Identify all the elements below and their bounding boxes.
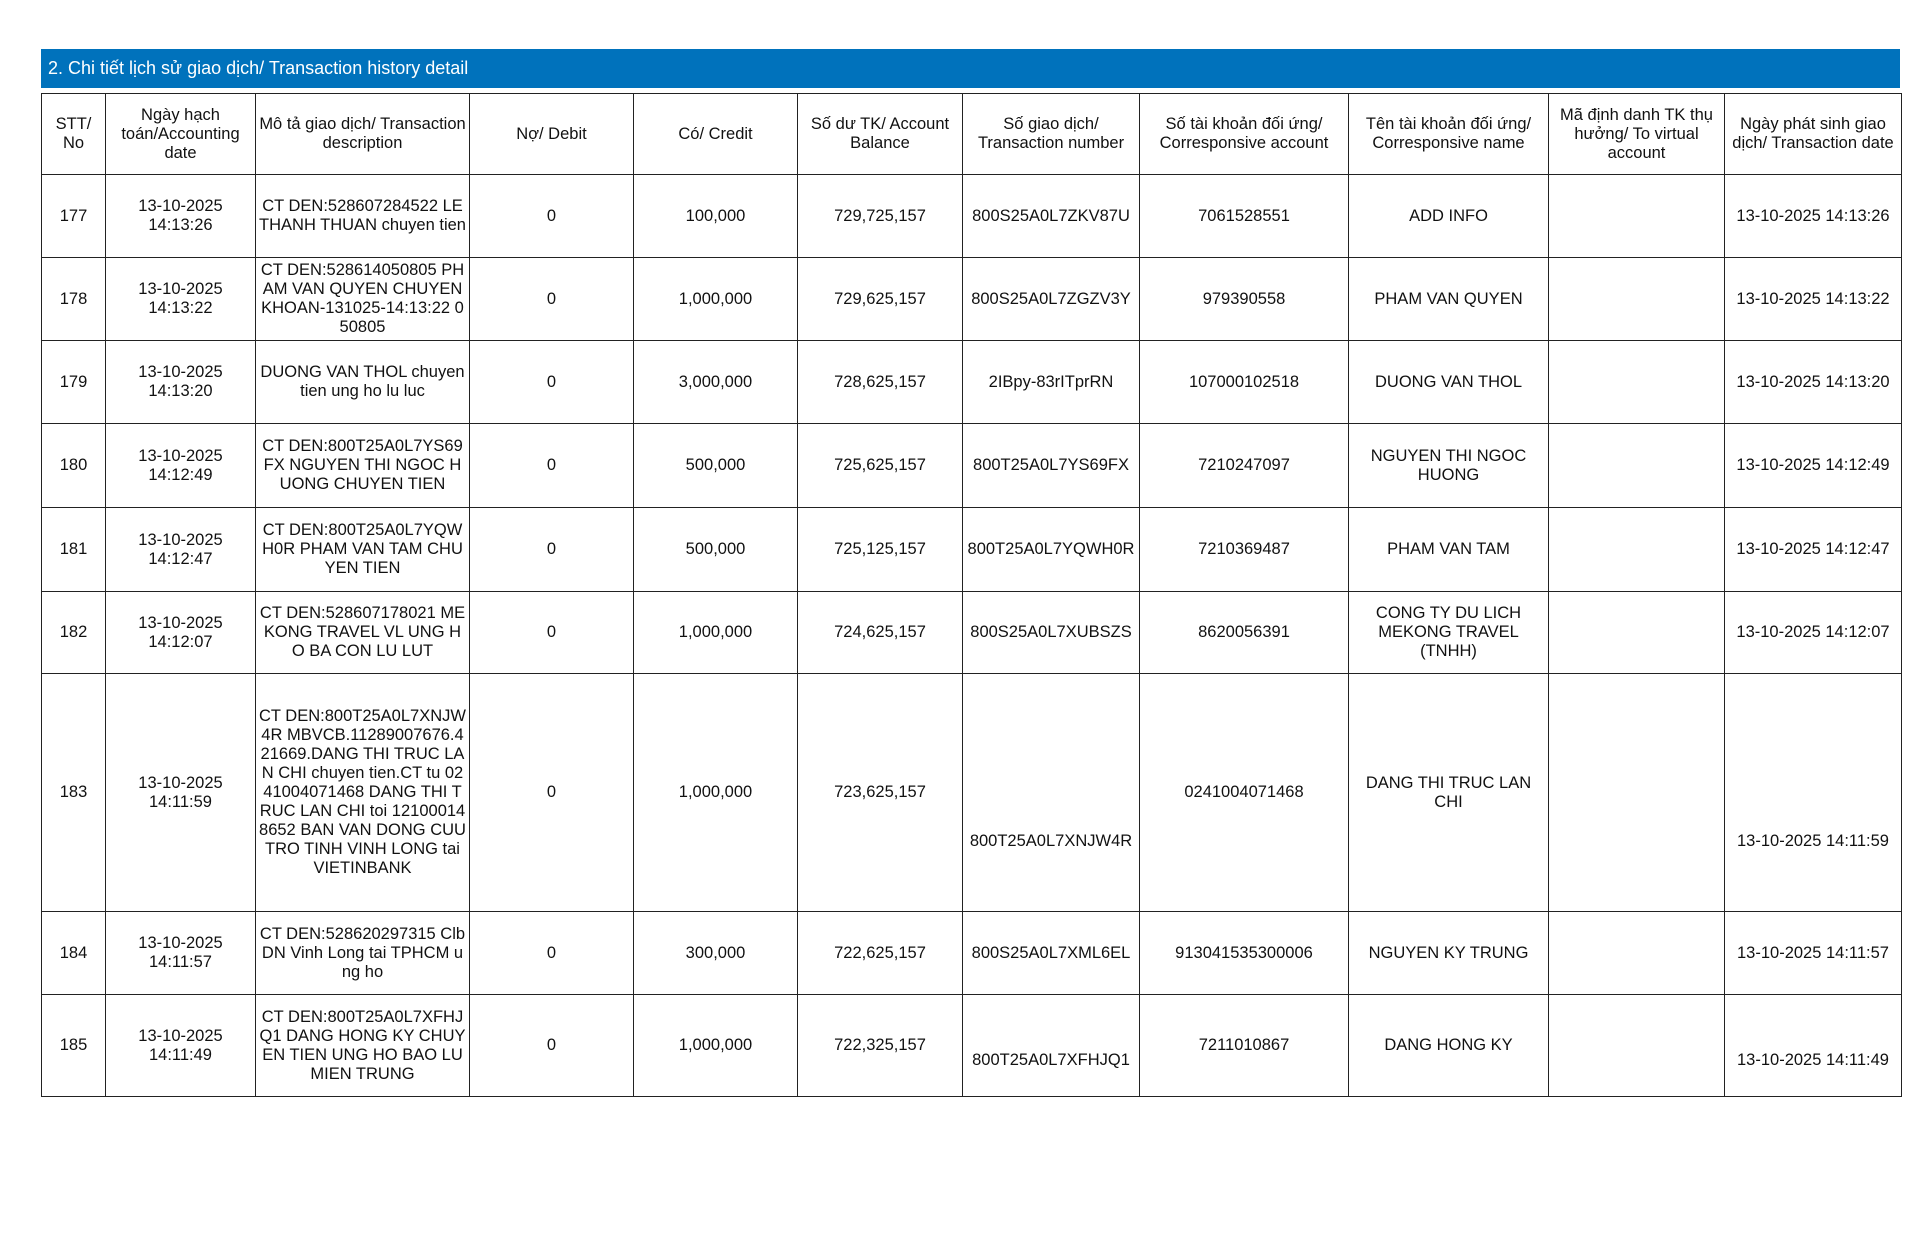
account-balance: 722,325,157 (798, 995, 963, 1097)
account-balance: 728,625,157 (798, 341, 963, 424)
accounting-date: 13-10-2025 14:13:22 (106, 258, 256, 341)
credit-amount: 500,000 (634, 424, 798, 508)
header-transaction-number: Số giao dịch/ Transaction number (963, 94, 1140, 175)
accounting-date: 13-10-2025 14:12:47 (106, 508, 256, 592)
transaction-number: 800T25A0L7YS69FX (963, 424, 1140, 508)
transaction-date: 13-10-2025 14:13:26 (1725, 175, 1902, 258)
corresponsive-name: PHAM VAN TAM (1349, 508, 1549, 592)
table-row (42, 175, 1902, 258)
table-row (42, 674, 1902, 912)
credit-amount: 300,000 (634, 912, 798, 995)
table-row (42, 995, 1902, 1097)
account-balance: 722,625,157 (798, 912, 963, 995)
debit-amount: 0 (470, 508, 634, 592)
credit-amount: 1,000,000 (634, 674, 798, 912)
transaction-date: 13-10-2025 14:13:22 (1725, 258, 1902, 341)
table-row (42, 508, 1902, 592)
corresponsive-account: 913041535300006 (1140, 912, 1349, 995)
corresponsive-account: 7210369487 (1140, 508, 1349, 592)
transaction-date: 13-10-2025 14:12:49 (1725, 424, 1902, 508)
row-no: 183 (42, 674, 106, 912)
transaction-number: 2IBpy-83rITprRN (963, 341, 1140, 424)
account-balance: 729,625,157 (798, 258, 963, 341)
transaction-number: 800T25A0L7YQWH0R (963, 508, 1140, 592)
virtual-account (1549, 258, 1725, 341)
transaction-description: CT DEN:528607178021 MEKONG TRAVEL VL UNG HO BA CON LU LUT (256, 592, 470, 674)
debit-amount: 0 (470, 912, 634, 995)
debit-amount: 0 (470, 175, 634, 258)
transaction-date: 13-10-2025 14:11:59 (1725, 674, 1902, 912)
table-row (42, 592, 1902, 674)
transaction-number: 800S25A0L7XUBSZS (963, 592, 1140, 674)
header-row (42, 94, 1902, 175)
transaction-description: CT DEN:800T25A0L7XNJW4R MBVCB.11289007676.421669.DANG THI TRUC LAN CHI chuyen tien.CT tu 0241004071468 DANG THI TRUC LAN CHI toi 121000148652 BAN VAN DONG CUU TRO TINH VINH LONG tai VIETINBANK (256, 674, 470, 912)
credit-amount: 3,000,000 (634, 341, 798, 424)
corresponsive-name: DANG HONG KY (1349, 995, 1549, 1097)
corresponsive-name: ADD INFO (1349, 175, 1549, 258)
accounting-date: 13-10-2025 14:13:26 (106, 175, 256, 258)
corresponsive-name: DANG THI TRUC LAN CHI (1349, 674, 1549, 912)
debit-amount: 0 (470, 592, 634, 674)
debit-amount: 0 (470, 674, 634, 912)
transaction-description: CT DEN:800T25A0L7YQWH0R PHAM VAN TAM CHUYEN TIEN (256, 508, 470, 592)
credit-amount: 1,000,000 (634, 592, 798, 674)
credit-amount: 1,000,000 (634, 995, 798, 1097)
header-transaction-date: Ngày phát sinh giao dịch/ Transaction date (1725, 94, 1902, 175)
transaction-table (41, 93, 1902, 1097)
corresponsive-account: 7211010867 (1140, 995, 1349, 1097)
virtual-account (1549, 175, 1725, 258)
virtual-account (1549, 592, 1725, 674)
corresponsive-name: NGUYEN KY TRUNG (1349, 912, 1549, 995)
table-row (42, 912, 1902, 995)
header-debit: Nợ/ Debit (470, 94, 634, 175)
virtual-account (1549, 341, 1725, 424)
corresponsive-name: CONG TY DU LICH MEKONG TRAVEL (TNHH) (1349, 592, 1549, 674)
debit-amount: 0 (470, 995, 634, 1097)
corresponsive-name: NGUYEN THI NGOC HUONG (1349, 424, 1549, 508)
corresponsive-account: 7061528551 (1140, 175, 1349, 258)
row-no: 184 (42, 912, 106, 995)
header-corresponsive-account: Số tài khoản đối ứng/ Corresponsive account (1140, 94, 1349, 175)
row-no: 182 (42, 592, 106, 674)
virtual-account (1549, 912, 1725, 995)
accounting-date: 13-10-2025 14:13:20 (106, 341, 256, 424)
corresponsive-name: PHAM VAN QUYEN (1349, 258, 1549, 341)
corresponsive-account: 107000102518 (1140, 341, 1349, 424)
transaction-number: 800S25A0L7ZKV87U (963, 175, 1140, 258)
credit-amount: 100,000 (634, 175, 798, 258)
corresponsive-account: 979390558 (1140, 258, 1349, 341)
transaction-date: 13-10-2025 14:12:47 (1725, 508, 1902, 592)
row-no: 180 (42, 424, 106, 508)
row-no: 177 (42, 175, 106, 258)
debit-amount: 0 (470, 341, 634, 424)
row-no: 179 (42, 341, 106, 424)
transaction-date: 13-10-2025 14:13:20 (1725, 341, 1902, 424)
table-row (42, 258, 1902, 341)
section-title: 2. Chi tiết lịch sử giao dịch/ Transaction history detail (41, 49, 1900, 88)
row-no: 181 (42, 508, 106, 592)
transaction-date: 13-10-2025 14:11:49 (1725, 995, 1902, 1097)
corresponsive-name: DUONG VAN THOL (1349, 341, 1549, 424)
virtual-account (1549, 508, 1725, 592)
accounting-date: 13-10-2025 14:11:57 (106, 912, 256, 995)
transaction-description: CT DEN:528614050805 PHAM VAN QUYEN CHUYEN KHOAN-131025-14:13:22 050805 (256, 258, 470, 341)
table-row (42, 424, 1902, 508)
header-accounting-date: Ngày hạch toán/Accounting date (106, 94, 256, 175)
debit-amount: 0 (470, 258, 634, 341)
debit-amount: 0 (470, 424, 634, 508)
header-no: STT/ No (42, 94, 106, 175)
header-virtual-account: Mã định danh TK thụ hưởng/ To virtual account (1549, 94, 1725, 175)
accounting-date: 13-10-2025 14:12:07 (106, 592, 256, 674)
account-balance: 723,625,157 (798, 674, 963, 912)
row-no: 178 (42, 258, 106, 341)
accounting-date: 13-10-2025 14:12:49 (106, 424, 256, 508)
virtual-account (1549, 995, 1725, 1097)
accounting-date: 13-10-2025 14:11:59 (106, 674, 256, 912)
transaction-number: 800S25A0L7XML6EL (963, 912, 1140, 995)
corresponsive-account: 8620056391 (1140, 592, 1349, 674)
transaction-description: CT DEN:528607284522 LE THANH THUAN chuyen tien (256, 175, 470, 258)
transaction-description: CT DEN:800T25A0L7XFHJQ1 DANG HONG KY CHUYEN TIEN UNG HO BAO LU MIEN TRUNG (256, 995, 470, 1097)
virtual-account (1549, 674, 1725, 912)
accounting-date: 13-10-2025 14:11:49 (106, 995, 256, 1097)
account-balance: 725,625,157 (798, 424, 963, 508)
transaction-number: 800S25A0L7ZGZV3Y (963, 258, 1140, 341)
virtual-account (1549, 424, 1725, 508)
transaction-description: CT DEN:800T25A0L7YS69FX NGUYEN THI NGOC HUONG CHUYEN TIEN (256, 424, 470, 508)
transaction-date: 13-10-2025 14:12:07 (1725, 592, 1902, 674)
account-balance: 724,625,157 (798, 592, 963, 674)
header-balance: Số dư TK/ Account Balance (798, 94, 963, 175)
account-balance: 725,125,157 (798, 508, 963, 592)
account-balance: 729,725,157 (798, 175, 963, 258)
credit-amount: 1,000,000 (634, 258, 798, 341)
transaction-number: 800T25A0L7XNJW4R (963, 674, 1140, 912)
table-row (42, 341, 1902, 424)
transaction-description: CT DEN:528620297315 Clb DN Vinh Long tai TPHCM ung ho (256, 912, 470, 995)
header-description: Mô tả giao dịch/ Transaction description (256, 94, 470, 175)
corresponsive-account: 7210247097 (1140, 424, 1349, 508)
row-no: 185 (42, 995, 106, 1097)
transaction-description: DUONG VAN THOL chuyen tien ung ho lu luc (256, 341, 470, 424)
header-corresponsive-name: Tên tài khoản đối ứng/ Corresponsive name (1349, 94, 1549, 175)
transaction-date: 13-10-2025 14:11:57 (1725, 912, 1902, 995)
corresponsive-account: 0241004071468 (1140, 674, 1349, 912)
credit-amount: 500,000 (634, 508, 798, 592)
transaction-number: 800T25A0L7XFHJQ1 (963, 995, 1140, 1097)
header-credit: Có/ Credit (634, 94, 798, 175)
